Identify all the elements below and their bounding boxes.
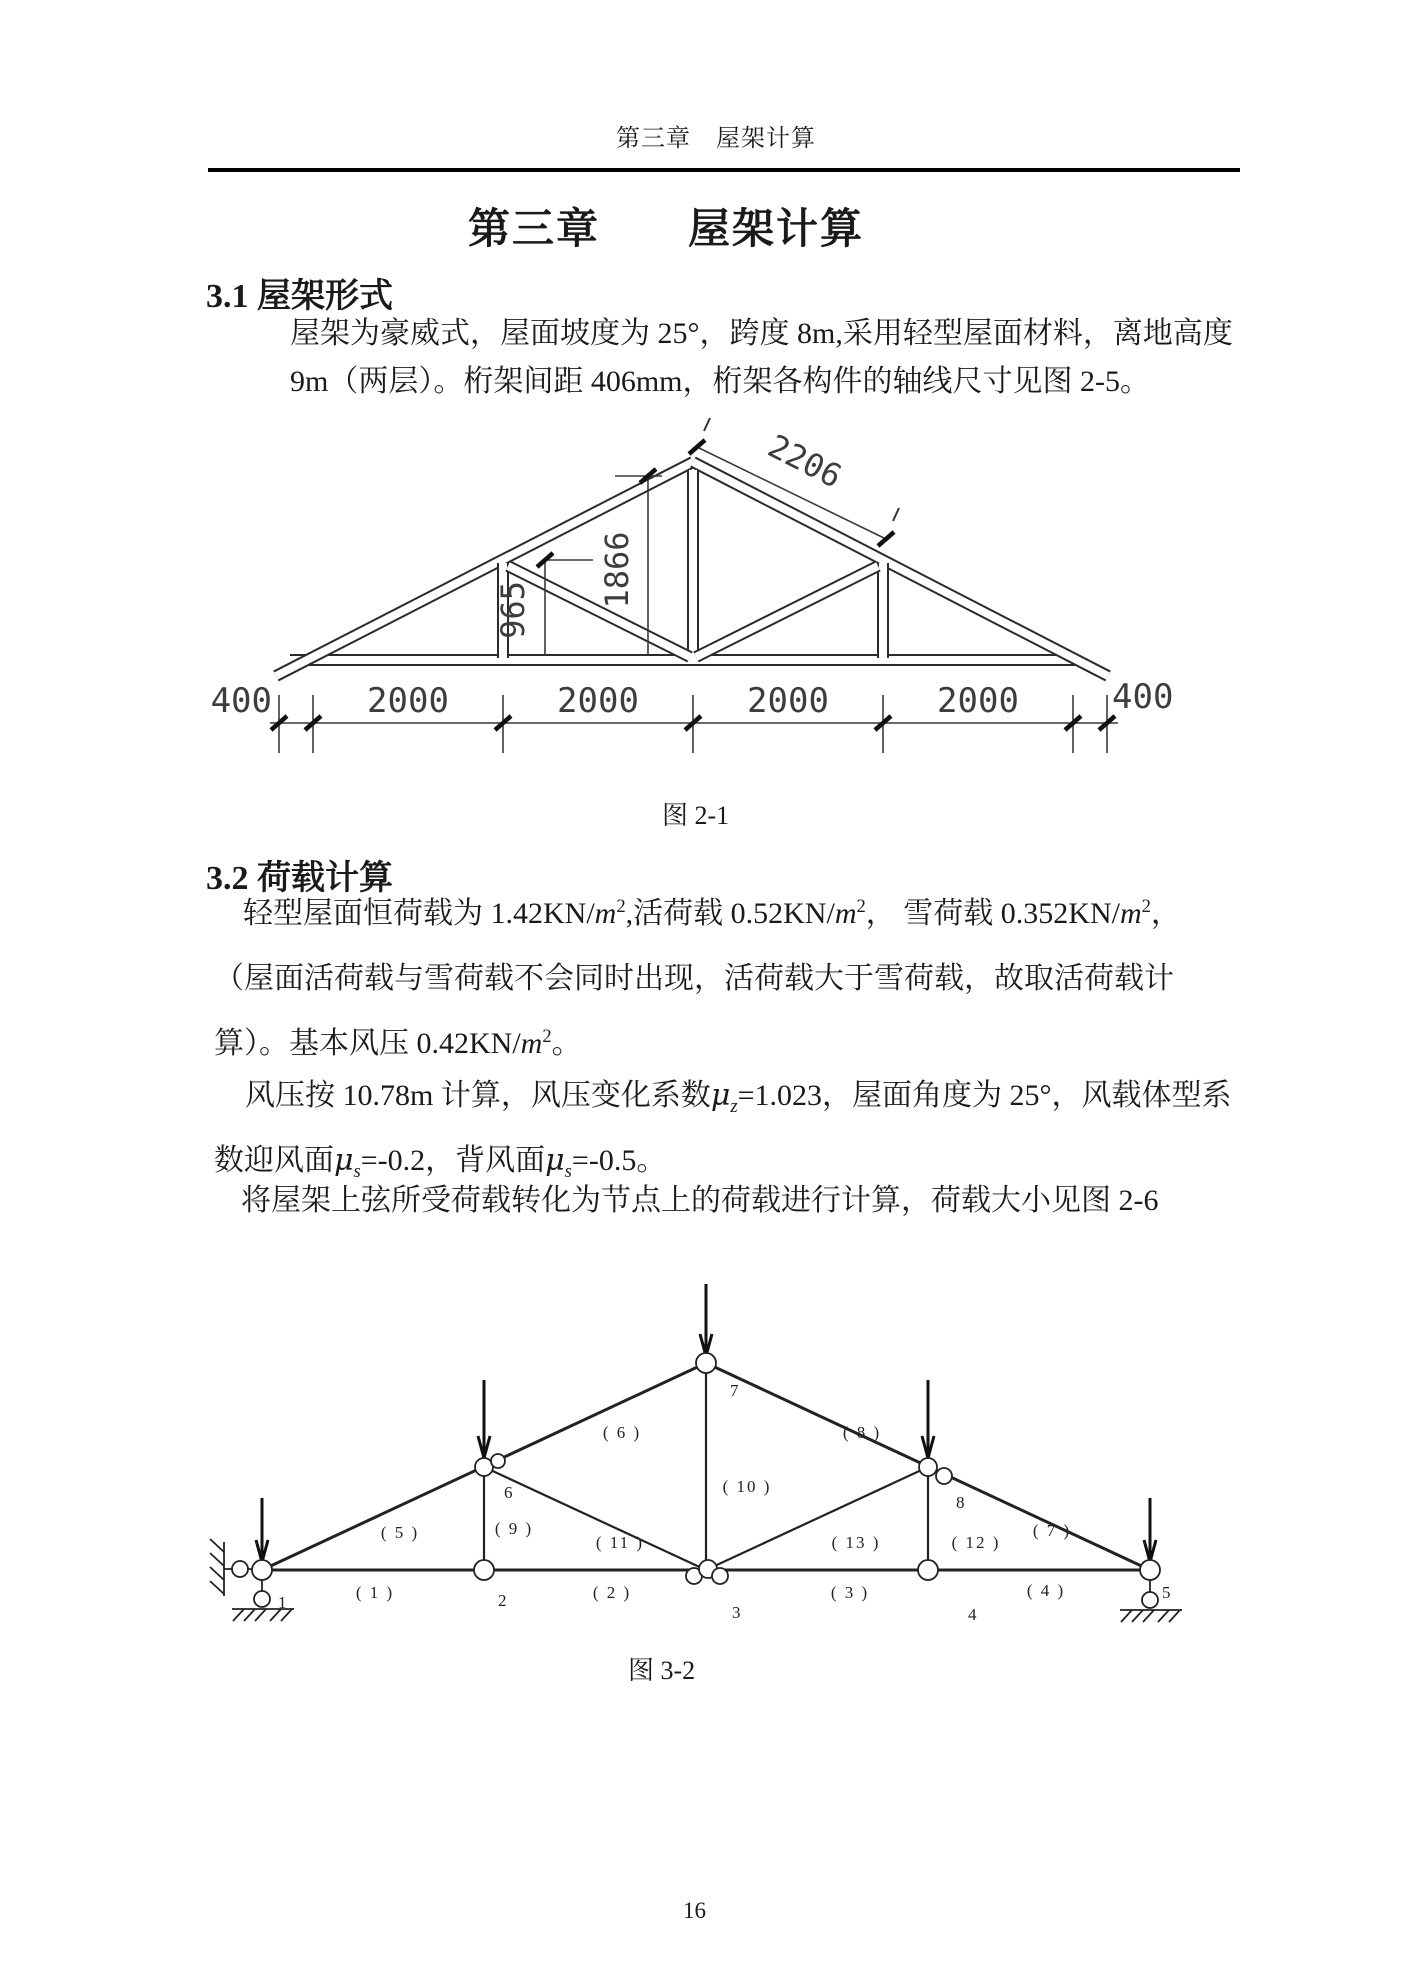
right-support: [1120, 1580, 1182, 1622]
dim-2000-2: 2000: [557, 681, 639, 721]
member-label-1: ( 1 ): [355, 1583, 395, 1602]
member-label-3: ( 3 ): [830, 1583, 870, 1602]
figure-2-1-caption: 图 2-1: [662, 801, 730, 830]
section-3-1-line1: 屋架为豪威式，屋面坡度为 25°，跨度 8m,采用轻型屋面材料，离地高度: [290, 317, 1233, 350]
section-3-1-heading: 3.1 屋架形式: [206, 278, 393, 315]
dim-400-right: 400: [1112, 677, 1174, 717]
text-run: =1.023，屋面角度为 25°，风载体型系: [737, 1079, 1232, 1112]
member-label-13: ( 13 ): [831, 1533, 881, 1552]
math-m: m: [1119, 897, 1142, 930]
text-run: 轻型屋面恒荷载为 1.42KN/: [243, 897, 595, 930]
member-label-6: ( 6 ): [602, 1423, 642, 1442]
math-m: m: [520, 1027, 543, 1060]
member-label-9: ( 9 ): [494, 1519, 534, 1538]
node-label-2: 2: [498, 1591, 507, 1610]
dim-2000-3: 2000: [747, 681, 829, 721]
math-mu: μ: [334, 1143, 354, 1178]
node-label-6: 6: [504, 1483, 513, 1502]
section-3-2-heading: 3.2 荷载计算: [206, 860, 393, 897]
math-m: m: [594, 897, 617, 930]
node-label-4: 4: [968, 1605, 977, 1624]
subscript: s: [564, 1161, 572, 1182]
node-label-3: 3: [732, 1603, 741, 1622]
superscript: 2: [542, 1026, 552, 1047]
node-label-7: 7: [730, 1381, 739, 1400]
member-label-10: ( 10 ): [722, 1477, 772, 1496]
text-run: ,活荷载 0.52KN/: [625, 897, 835, 930]
text-run: =-0.5。: [571, 1144, 667, 1177]
figure-3-2-caption: 图 3-2: [628, 1656, 696, 1685]
text-run: ， 雪荷载 0.352KN/: [865, 897, 1120, 930]
subscript: z: [730, 1096, 738, 1117]
member-label-11: ( 11 ): [595, 1533, 645, 1552]
dim-2000-1: 2000: [367, 681, 449, 721]
text-run: 。: [551, 1027, 582, 1060]
member-label-2: ( 2 ): [592, 1583, 632, 1602]
superscript: 2: [616, 896, 626, 917]
text-run: 风压按 10.78m 计算，风压变化系数: [245, 1079, 711, 1112]
subscript: s: [353, 1161, 361, 1182]
dim-2206: 2206: [762, 426, 848, 496]
math-m: m: [834, 897, 857, 930]
load-paragraph-line1: [243, 888, 1181, 932]
member-label-4: ( 4 ): [1026, 1581, 1066, 1600]
bottom-dimension-chain: [211, 677, 1174, 753]
member-label-12: ( 12 ): [951, 1533, 1001, 1552]
node-label-8: 8: [956, 1493, 965, 1512]
node-load-paragraph: 将屋架上弦所受荷载转化为节点上的荷载进行计算，荷载大小见图 2-6: [241, 1184, 1159, 1217]
header-rule: [208, 168, 1240, 172]
figure-truss-node-diagram: [140, 1260, 1260, 1640]
page-number: 16: [683, 1898, 706, 1923]
load-paragraph-line3: [214, 1018, 582, 1062]
figure-truss-dimension-drawing: [150, 380, 1210, 780]
truss-members: [276, 462, 1108, 676]
node-label-1: 1: [278, 1593, 287, 1612]
text-run: 数迎风面: [214, 1144, 334, 1177]
dim-965: 965: [494, 581, 532, 639]
dim-400-left: 400: [210, 681, 272, 721]
dim-2000-4: 2000: [937, 681, 1019, 721]
node-label-5: 5: [1162, 1583, 1171, 1602]
wind-paragraph-line2: [214, 1135, 667, 1182]
member-label-7: ( 7 ): [1032, 1521, 1072, 1540]
superscript: 2: [856, 896, 866, 917]
member-label-5: ( 5 ): [380, 1523, 420, 1542]
running-header: 第三章 屋架计算: [616, 126, 816, 152]
text-run: 算）。基本风压 0.42KN/: [214, 1027, 521, 1060]
text-run: ，: [1150, 897, 1181, 930]
math-mu: μ: [710, 1078, 731, 1113]
wind-paragraph-line1: [245, 1070, 1232, 1117]
math-mu: μ: [545, 1143, 565, 1178]
member-label-8: ( 8 ): [842, 1423, 882, 1442]
chapter-title: 第三章 屋架计算: [468, 207, 865, 253]
load-paragraph-line2: （屋面活荷载与雪荷载不会同时出现，活荷载大于雪荷载，故取活荷载计: [214, 962, 1174, 995]
section-3-1-line2: 9m（两层）。桁架间距 406mm，桁架各构件的轴线尺寸见图 2-5。: [290, 365, 1150, 398]
superscript: 2: [1141, 896, 1151, 917]
text-run: =-0.2，背风面: [360, 1144, 546, 1177]
dim-1866: 1866: [598, 531, 636, 609]
